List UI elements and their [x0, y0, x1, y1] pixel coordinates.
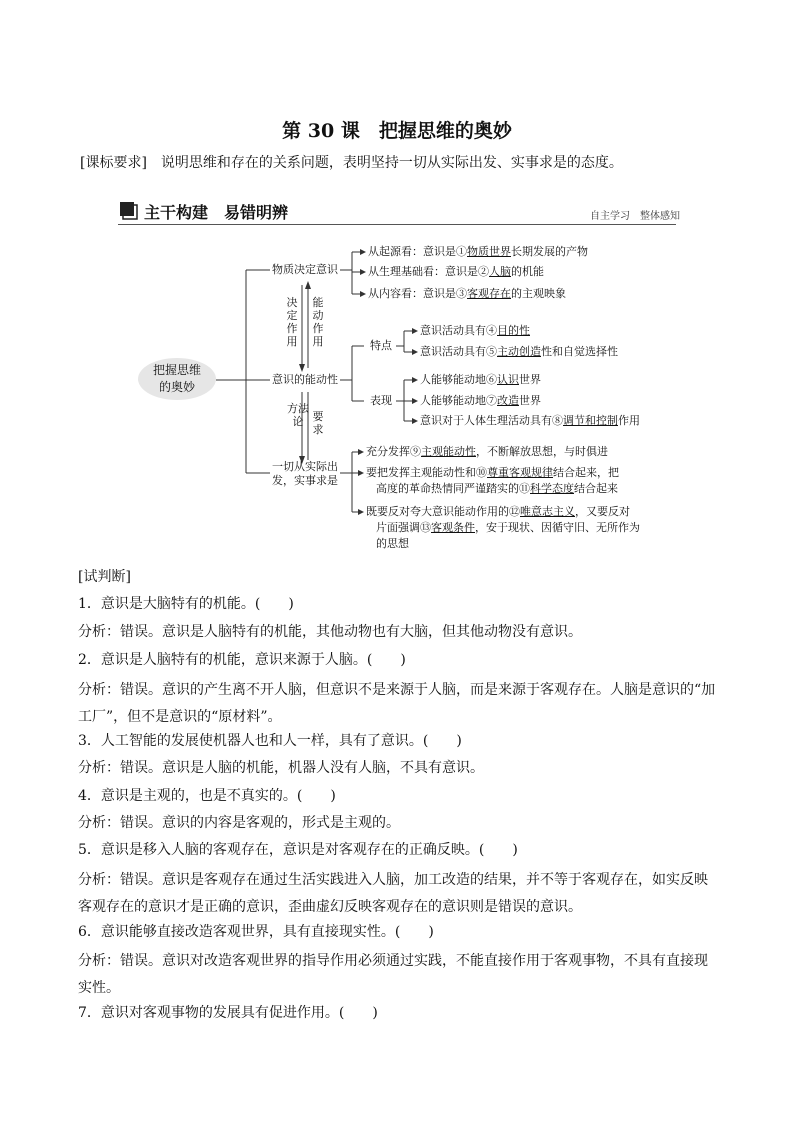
b3-item-4: 既要反对夸大意识能动作用的⑫唯意志主义，又要反对 — [366, 505, 630, 518]
analysis-4: 分析：错误。意识的内容是客观的，形式是主观的。 — [78, 815, 400, 831]
question-3: 3．人工智能的发展使机器人也和人一样，具有了意识。( ) — [78, 733, 462, 749]
perform-item-1: 人能够能动地⑥认识世界 — [420, 373, 541, 386]
question-5: 5．意识是移入人脑的客观存在，意识是对客观存在的正确反映。( ) — [78, 842, 518, 858]
analysis-3: 分析：错误。意识是人脑的机能，机器人没有人脑，不具有意识。 — [78, 760, 484, 776]
root-line-2: 的奥妙 — [158, 380, 195, 394]
analysis-5: 分析：错误。意识是客观存在通过生活实践进入人脑，加工改造的结果，并不等于客观存在，如实反映客观存在的意识才是正确的意识，歪曲虚幻反映客观存在的意识则是错误的意识。 — [78, 872, 708, 915]
root-line-1: 把握思维 — [152, 363, 201, 377]
feature-item-2: 意识活动具有⑤主动创造性和自觉选择性 — [420, 345, 618, 358]
question-6: 6．意识能够直接改造客观世界，具有直接现实性。( ) — [78, 924, 434, 940]
question-1: 1．意识是大脑特有的机能。( ) — [78, 596, 294, 612]
b1-item-3: 从内容看：意识是③客观存在的主观映象 — [368, 287, 566, 300]
feature-item-1: 意识活动具有④目的性 — [420, 324, 530, 337]
question-2: 2．意识是人脑特有的机能，意识来源于人脑。( ) — [78, 652, 406, 668]
question-7: 7．意识对客观事物的发展具有促进作用。( ) — [78, 1005, 378, 1021]
page-title: 第 30 课 把握思维的奥妙 — [282, 120, 512, 142]
branch-matter: 物质决定意识 — [272, 263, 338, 276]
course-requirement: [课标要求] 说明思维和存在的关系问题，表明坚持一切从实际出发、实事求是的态度。 — [80, 155, 623, 171]
vlabel-active: 能动作用 — [312, 296, 324, 348]
feature-label: 特点 — [370, 339, 392, 352]
vlabel-method: 方法论 — [287, 402, 309, 428]
vlabel-decisive: 决定作用 — [286, 296, 298, 348]
branch-consciousness: 意识的能动性 — [272, 373, 338, 386]
b3-item-3: 高度的革命热情同严谨踏实的⑪科学态度结合起来 — [376, 482, 618, 495]
question-4: 4．意识是主观的，也是不真实的。( ) — [78, 788, 336, 804]
perform-item-2: 人能够能动地⑦改造世界 — [420, 394, 541, 407]
branch-practice-2: 发，实事求是 — [272, 474, 338, 487]
analysis-1: 分析：错误。意识是人脑特有的机能，其他动物也有大脑，但其他动物没有意识。 — [78, 624, 582, 640]
analysis-2: 分析：错误。意识的产生离不开人脑，但意识不是来源于人脑，而是来源于客观存在。人脑是意识的“加工厂”，但不是意识的“原材料”。 — [78, 682, 716, 725]
b1-item-2: 从生理基础看：意识是②人脑的机能 — [368, 265, 544, 278]
b3-item-1: 充分发挥⑨主观能动性，不断解放思想，与时俱进 — [366, 445, 608, 458]
vlabel-require: 要求 — [312, 410, 324, 436]
branch-practice-1: 一切从实际出 — [272, 460, 338, 473]
b3-item-5: 片面强调⑬客观条件，安于现状、因循守旧、无所作为 — [376, 521, 640, 534]
b1-item-1: 从起源看：意识是①物质世界长期发展的产物 — [368, 245, 588, 258]
diagram-root-node — [138, 358, 216, 400]
b3-item-2: 要把发挥主观能动性和⑩尊重客观规律结合起来，把 — [366, 466, 619, 479]
perform-label: 表现 — [370, 394, 392, 407]
section-title: 主干构建 易错明辨 — [144, 203, 289, 222]
judge-header: [试判断] — [78, 569, 131, 585]
perform-item-3: 意识对于人体生理活动具有⑧调节和控制作用 — [420, 414, 640, 427]
section-subtitle: 自主学习 整体感知 — [590, 211, 680, 222]
b3-item-6: 的思想 — [376, 537, 409, 550]
analysis-6: 分析：错误。意识对改造客观世界的指导作用必须通过实践，不能直接作用于客观事物，不具有直接现实性。 — [78, 953, 708, 996]
